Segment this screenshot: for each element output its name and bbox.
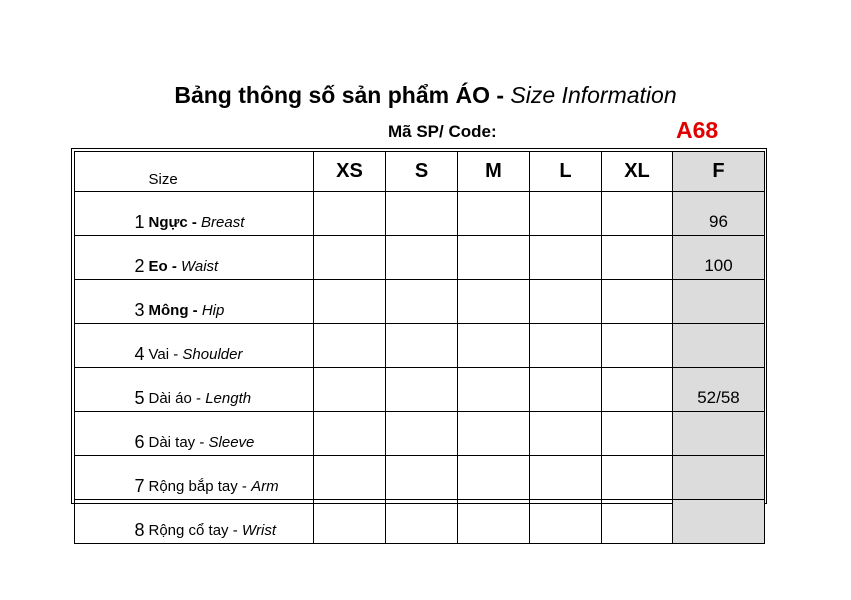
table-row	[75, 412, 765, 456]
row-label	[147, 236, 314, 280]
row-label	[147, 456, 314, 500]
row-label	[147, 500, 314, 544]
table-row	[75, 368, 765, 412]
row-number: 2	[75, 236, 147, 280]
cell-xl	[602, 500, 673, 544]
table-row	[75, 324, 765, 368]
row-label-en: Arm	[251, 478, 279, 495]
row-label-vi: Vai -	[148, 346, 183, 363]
row-number: 7	[75, 456, 147, 500]
cell-xl	[602, 368, 673, 412]
cell-s	[386, 456, 458, 500]
cell-l	[530, 500, 602, 544]
row-label-en: Sleeve	[208, 434, 255, 451]
column-header-m: M	[458, 152, 530, 192]
table-row	[75, 280, 765, 324]
column-header-f: F	[673, 152, 765, 192]
cell-xs	[314, 500, 386, 544]
cell-s	[386, 280, 458, 324]
table-row	[75, 500, 765, 544]
table-row	[75, 236, 765, 280]
row-label-vi: Dài tay -	[148, 434, 209, 451]
row-label-en: Breast	[201, 214, 245, 231]
cell-xs	[314, 236, 386, 280]
cell-m	[458, 280, 530, 324]
row-label	[147, 412, 314, 456]
row-label-vi: Dài áo -	[148, 390, 206, 407]
cell-xs	[314, 280, 386, 324]
cell-xs	[314, 192, 386, 236]
table-row	[75, 192, 765, 236]
row-number: 5	[75, 368, 147, 412]
column-header-xs: XS	[314, 152, 386, 192]
cell-l	[530, 368, 602, 412]
cell-m	[458, 412, 530, 456]
row-number: 8	[75, 500, 147, 544]
cell-l	[530, 412, 602, 456]
cell-s	[386, 324, 458, 368]
row-number: 3	[75, 280, 147, 324]
row-number: 4	[75, 324, 147, 368]
row-label-vi: Eo -	[148, 258, 181, 275]
cell-s	[386, 368, 458, 412]
row-label-vi: Rộng cổ tay -	[148, 522, 242, 539]
cell-m	[458, 192, 530, 236]
title-vietnamese: Bảng thông số sản phẩm ÁO -	[174, 82, 511, 108]
page-title	[0, 80, 851, 110]
cell-xs	[314, 456, 386, 500]
cell-f	[673, 412, 765, 456]
cell-f: 96	[673, 192, 765, 236]
cell-m	[458, 236, 530, 280]
cell-xs	[314, 412, 386, 456]
row-label-en: Shoulder	[182, 346, 243, 363]
cell-xl	[602, 412, 673, 456]
cell-l	[530, 192, 602, 236]
cell-m	[458, 368, 530, 412]
cell-xs	[314, 324, 386, 368]
size-table-frame	[71, 148, 767, 540]
row-label	[147, 192, 314, 236]
column-header-s: S	[386, 152, 458, 192]
cell-f	[673, 456, 765, 500]
product-code-value: A68	[676, 117, 719, 143]
cell-f	[673, 500, 765, 544]
row-label	[147, 324, 314, 368]
row-label	[147, 280, 314, 324]
row-number: 1	[75, 192, 147, 236]
cell-f	[673, 280, 765, 324]
cell-xl	[602, 280, 673, 324]
row-label-vi: Mông -	[148, 302, 202, 319]
cell-s	[386, 192, 458, 236]
row-label-en: Length	[205, 390, 252, 407]
cell-l	[530, 456, 602, 500]
size-header: Size	[147, 152, 314, 192]
size-table	[74, 151, 765, 544]
product-code-label: Mã SP/ Code:	[388, 122, 497, 141]
cell-f	[673, 324, 765, 368]
cell-l	[530, 324, 602, 368]
column-header-xl: XL	[602, 152, 673, 192]
row-label-vi: Rộng bắp tay -	[148, 478, 252, 495]
cell-f: 100	[673, 236, 765, 280]
cell-xl	[602, 456, 673, 500]
cell-l	[530, 236, 602, 280]
cell-xs	[314, 368, 386, 412]
cell-m	[458, 456, 530, 500]
row-label-en: Waist	[181, 258, 219, 275]
row-label-vi: Ngực -	[148, 214, 202, 231]
header-blank-cell	[75, 152, 147, 192]
table-row	[75, 456, 765, 500]
cell-s	[386, 412, 458, 456]
table-header-row	[75, 152, 765, 192]
cell-xl	[602, 324, 673, 368]
row-label-en: Hip	[201, 302, 225, 319]
cell-xl	[602, 192, 673, 236]
cell-l	[530, 280, 602, 324]
title-english: Size Information	[510, 82, 677, 108]
cell-m	[458, 500, 530, 544]
row-number: 6	[75, 412, 147, 456]
cell-s	[386, 236, 458, 280]
cell-m	[458, 324, 530, 368]
cell-xl	[602, 236, 673, 280]
column-header-l: L	[530, 152, 602, 192]
row-label	[147, 368, 314, 412]
cell-f: 52/58	[673, 368, 765, 412]
cell-s	[386, 500, 458, 544]
row-label-en: Wrist	[241, 522, 277, 539]
